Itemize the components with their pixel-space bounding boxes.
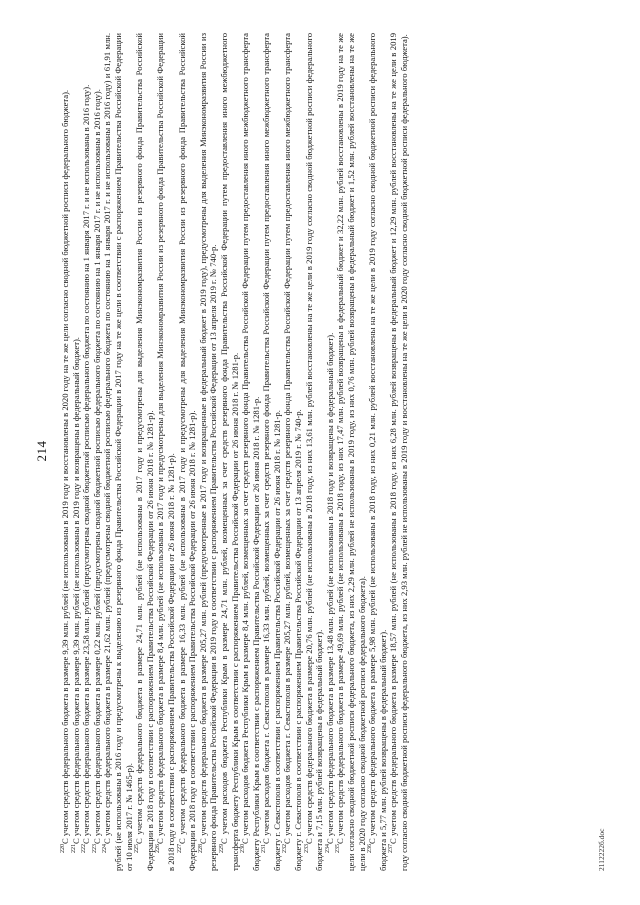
footnote-text: С учетом расходов бюджета г. Севастополя в размере 205,27 млн. рублей, возмещенных за счет средств резервного фонда Правительства Российской Федерации путем предоставления иного межбюджетного трансферта бюджету г. Севастополя в соответствии с распоряжением Правительства Российской Федерации от 13 апреля 2019 г. № 740-р. [282,33,304,871]
footnote-number: 227 [176,844,183,853]
rotated-content [34,31,606,871]
footnote-number: 226 [155,844,162,853]
document-id: 2112222б.doc [597,828,606,871]
footnote [155,33,176,871]
footnote-text: С учетом средств федерального бюджета в размере 205,27 млн. рублей (предусмотренные в 2017 году и возвращенные в федеральный бюджет в 2019 году), предусмотрены для выделения Минэкономразвития России из резервного фонда Правительства Российской Федерации в 2019 году в соответствии с распоряжением Правительства Российской Федерации от 13 апреля 2019 г. № 740-р. [197,33,219,871]
footnote [325,33,336,871]
footnote-number: 233 [303,844,310,853]
footnote-number: 223 [91,844,98,853]
footnote-number: 234 [324,844,331,853]
footnote-text: С учетом средств федерального бюджета в размере 16,33 млн. рублей (не использованы в 2017 году и предусмотрены для выделения Минэкономразвития России из резервного фонда Правительства Российской Федерации в 2018 году в соответствии с распоряжением Правительства Российской Федерации от 26 июня 2018 г. № 1281-р). [176,33,198,871]
footnote-text: С учетом средств федерального бюджета в размере 21,62 млн. рублей (предусмотрены сводной бюджетной росписью федерального бюджета по состоянию на 1 января 2017 г. и не использованы в 2016 году) и 61,91 млн. рублей (не использованы в 2016 году и предусмотрены к выделению из резервного фонда Правительства Российской Федерации в 2017 году на те же цели в соответствии с распоряжением Правительства Российской Федерации от 10 июля 2017 г. № 1465-р). [102,33,134,871]
footnote [177,33,198,871]
footnote-text: С учетом средств федерального бюджета в размере 8,4 млн. рублей (не использованы в 2017 году и предусмотрены для выделения Минэкономразвития России из резервного фонда Правительства Российской Федерации в 2018 году в соответствии с распоряжением Правительства Российской Федерации от 26 июня 2018 г. № 1281-р). [155,33,176,871]
footnote-number: 222 [81,844,88,853]
footnote-text: С учетом средств федерального бюджета в размере 20,76 млн. рублей (не использованы в 2018 году, из них 13,61 млн. рублей восстановлены на те же цели в 2019 году согласно сводной бюджетной росписи федерального бюджета и 7,15 млн. рублей возвращены в федеральный бюджет). [303,33,325,871]
footnote-number: 220 [60,844,67,853]
page-number: 214 [34,440,49,462]
footnote [388,33,409,871]
footnote [71,33,82,871]
footnotes [60,33,410,871]
footnote [92,33,103,871]
footnote-number: 229 [219,844,226,853]
footnote-text: С учетом средств федерального бюджета в размере 0,22 млн. рублей (предусмотрены сводной бюджетной росписью федерального бюджета по состоянию на 1 января 2017 г. и не использованы в 2016 году). [91,89,102,844]
footnote [240,33,261,871]
footnote-number: 231 [261,844,268,853]
footnote-number: 235 [335,844,342,853]
footnote [198,33,219,871]
footnote [81,33,92,871]
footnote-text: С учетом средств федерального бюджета в размере 23,58 млн. рублей (предусмотрены сводной бюджетной росписью федерального бюджета по состоянию на 1 января 2017 г. и не использованы в 2016 году). [81,84,92,844]
footnote-number: 221 [70,844,77,853]
footnote-text: С учетом средств федерального бюджета в размере 13,48 млн. рублей (не использованы в 2018 году и возвращены в федеральный бюджет). [324,332,335,844]
footnote [282,33,303,871]
footnote-text: С учетом расходов бюджета Республики Крым в размере 24,71 млн. рублей, возмещенных за счет средств резервного фонда Правительства Российской Федерации путем предоставления иного межбюджетного трансферта бюджету Республики Крым в соответствии с распоряжением Правительства Российской Федерации от 26 июня 2018 г. № 1281-р. [218,33,240,871]
footnote-text: С учетом расходов бюджета Республики Крым в размере 8,4 млн. рублей, возмещенных за счет средств резервного фонда Правительства Российской Федерации путем предоставления иного межбюджетного трансферта бюджету Республики Крым в соответствии с распоряжением Правительства Российской Федерации от 26 июня 2018 г. № 1281-р. [240,33,261,871]
footnote [367,33,388,871]
footnote-number: 232 [282,844,289,853]
footnote [219,33,240,871]
footnote-number: 224 [102,844,109,853]
footnote [102,33,134,871]
footnote [60,33,71,871]
footnote [335,33,367,871]
footnote-text: С учетом средств федерального бюджета в размере 9,39 млн. рублей (не использованы в 2019 году и восстановлены в 2020 году на те же цели согласно сводной бюджетной росписи федерального бюджета). [60,89,70,844]
footnote-number: 228 [197,844,204,853]
footnote-text: С учетом средств федерального бюджета в размере 24,71 млн. рублей (не использованы в 2017 году и предусмотрены для выделения Минэкономразвития России из резервного фонда Правительства Российской Федерации в 2018 году в соответствии с распоряжением Правительства Российской Федерации от 26 июня 2018 г. № 1281-р). [134,33,155,871]
footnote-text: С учетом расходов бюджета г. Севастополя в размере 16,33 млн. рублей, возмещенных за счет средств резервного фонда Правительства Российской Федерации путем предоставления иного межбюджетного трансферта бюджету г. Севастополя в соответствии с распоряжением Правительства Российской Федерации от 26 июня 2018 г. № 1281-р. [261,33,282,871]
footnote-text: С учетом средств федерального бюджета в размере 5,98 млн. рублей (не использованы в 2018 году, из них 0,21 млн. рублей восстановлены на те же цели в 2019 году согласно сводной бюджетной росписи федерального бюджета и 5,77 млн. рублей возвращены в федеральный бюджет). [367,33,388,871]
footnote-text: С учетом средств федерального бюджета в размере 9,39 млн. рублей (не использованы в 2019 году и возвращены в федеральный бюджет). [70,337,81,844]
footnote-number: 237 [388,844,395,853]
footnote-text: С учетом средств федерального бюджета в размере 18,57 млн. рублей (не использованы в 2018 году, из них 6,28 млн. рублей возвращены в федеральный бюджет и 12,29 млн. рублей восстановлены на те же цели в 2019 году согласно сводной бюджетной росписи федерального бюджета, из них 2,93 млн. рублей не использованы в 2019 году и восстановлены на те же цели в 2020 году согласно сводной бюджетной росписи федерального бюджета). [388,33,409,871]
footnote-number: 230 [240,844,247,853]
footnote [261,33,282,871]
footnote-text: С учетом средств федерального бюджета в размере 49,69 млн. рублей (не использованы в 2018 году, из них 17,47 млн. рублей возвращены в федеральный бюджет и 32,22 млн. рублей восстановлены в 2019 году на те же цели согласно сводной бюджетной росписи федерального бюджета, из них 2,29 млн. рублей не использованы в 2019 году, из них 0,76 млн. рублей возвращены в федеральный бюджет и 1,52 млн. рублей восстановлены на те же цели в 2020 году согласно сводной бюджетной росписи федерального бюджета). [335,33,367,871]
footnote-number: 236 [367,844,374,853]
footnote [134,33,155,871]
footnote [304,33,325,871]
footnote-number: 225 [134,844,141,853]
